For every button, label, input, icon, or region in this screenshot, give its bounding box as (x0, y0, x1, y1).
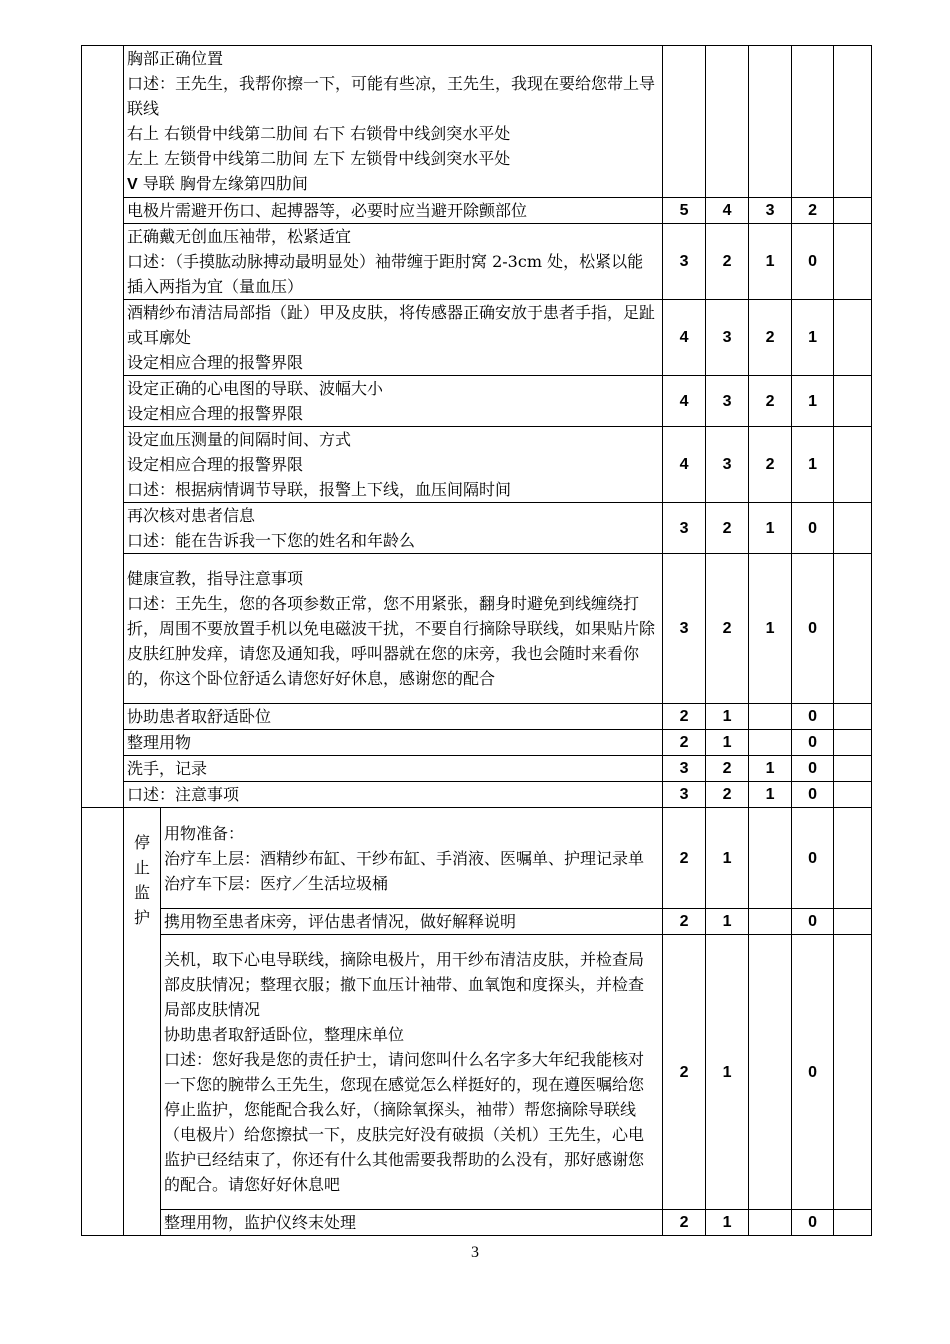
score-d: 1 (792, 427, 834, 503)
score-a: 3 (663, 756, 706, 782)
score-c (749, 808, 792, 909)
item-content: 设定血压测量的间隔时间、方式 设定相应合理的报警界限 口述：根据病情调节导联，报警上下线，血压间隔时间 (124, 427, 663, 503)
score-b: 1 (706, 730, 749, 756)
score-b: 3 (706, 376, 749, 427)
deduction-cell (834, 704, 872, 730)
deduction-cell (834, 730, 872, 756)
deduction-cell (834, 554, 872, 704)
score-d: 0 (792, 224, 834, 300)
score-d: 0 (792, 909, 834, 935)
score-d: 0 (792, 554, 834, 704)
score-a: 3 (663, 224, 706, 300)
deduction-cell (834, 300, 872, 376)
score-a: 2 (663, 704, 706, 730)
score-c: 1 (749, 503, 792, 554)
score-b: 3 (706, 300, 749, 376)
score-d: 0 (792, 730, 834, 756)
table-row (82, 300, 872, 376)
table-row (82, 909, 872, 935)
score-c: 1 (749, 224, 792, 300)
table-row (82, 704, 872, 730)
page-number: 3 (471, 1244, 479, 1261)
score-a: 4 (663, 427, 706, 503)
score-b: 1 (706, 909, 749, 935)
section-label-stop-monitoring: 停 止 监 护 (124, 808, 161, 1236)
item-content: 再次核对患者信息 口述：能在告诉我一下您的姓名和年龄么 (124, 503, 663, 554)
score-d: 0 (792, 1210, 834, 1236)
score-b: 2 (706, 224, 749, 300)
score-d: 0 (792, 808, 834, 909)
score-b: 2 (706, 756, 749, 782)
score-a: 2 (663, 730, 706, 756)
score-a: 3 (663, 782, 706, 808)
score-c (749, 46, 792, 198)
table-row (82, 935, 872, 1210)
item-content: 电极片需避开伤口、起搏器等，必要时应当避开除颤部位 (124, 198, 663, 224)
table-row (82, 1210, 872, 1236)
score-c: 2 (749, 376, 792, 427)
score-c (749, 730, 792, 756)
item-content: 洗手，记录 (124, 756, 663, 782)
score-d: 0 (792, 503, 834, 554)
deduction-cell (834, 782, 872, 808)
table-row (82, 46, 872, 198)
table-row (82, 376, 872, 427)
score-a: 2 (663, 935, 706, 1210)
score-a: 4 (663, 376, 706, 427)
score-c (749, 935, 792, 1210)
item-content: 正确戴无创血压袖带，松紧适宜 口述：（手摸肱动脉搏动最明显处）袖带缠于距肘窝 2-3cm 处，松紧以能插入两指为宜（量血压） (124, 224, 663, 300)
score-c (749, 704, 792, 730)
score-b: 2 (706, 554, 749, 704)
table-row (82, 198, 872, 224)
deduction-cell (834, 224, 872, 300)
score-b: 1 (706, 1210, 749, 1236)
deduction-cell (834, 1210, 872, 1236)
score-d: 1 (792, 376, 834, 427)
score-c: 3 (749, 198, 792, 224)
category-cell (82, 808, 124, 1236)
deduction-cell (834, 198, 872, 224)
table-row (82, 808, 872, 909)
score-b: 2 (706, 503, 749, 554)
score-b (706, 46, 749, 198)
item-content: 酒精纱布清洁局部指（趾）甲及皮肤，将传感器正确安放于患者手指，足趾或耳廓处 设定相应合理的报警界限 (124, 300, 663, 376)
score-d: 1 (792, 300, 834, 376)
score-d: 0 (792, 782, 834, 808)
score-a: 4 (663, 300, 706, 376)
score-c: 1 (749, 554, 792, 704)
item-content: 整理用物，监护仪终末处理 (161, 1210, 663, 1236)
table-row (82, 554, 872, 704)
score-b: 1 (706, 704, 749, 730)
score-b: 1 (706, 808, 749, 909)
category-cell (82, 46, 124, 808)
deduction-cell (834, 756, 872, 782)
deduction-cell (834, 376, 872, 427)
score-b: 3 (706, 427, 749, 503)
item-content: 关机，取下心电导联线，摘除电极片，用干纱布清洁皮肤，并检查局部皮肤情况；整理衣服；撤下血压计袖带、血氧饱和度探头，并检查局部皮肤情况 协助患者取舒适卧位，整理床单位 口述：您好我是您的责任护士，请问您叫什么名字多大年纪我能核对一下您的腕带么王先生，您现在感觉怎么样挺好的，现在遵医嘱给您停止监护，您能配合我么好，（摘除氧探头，袖带）帮您摘除导联线（电极片）给您擦拭一下，皮肤完好没有破损（关机）王先生，心电监护已经结束了，你还有什么其他需要我帮助的么没有，那好感谢您的配合。请您好好休息吧 (161, 935, 663, 1210)
score-a: 3 (663, 503, 706, 554)
scoring-table (81, 45, 872, 1236)
score-d: 2 (792, 198, 834, 224)
table-row (82, 427, 872, 503)
score-c (749, 1210, 792, 1236)
score-c: 1 (749, 782, 792, 808)
score-b: 2 (706, 782, 749, 808)
score-c: 2 (749, 427, 792, 503)
deduction-cell (834, 935, 872, 1210)
score-a: 5 (663, 198, 706, 224)
table-row (82, 782, 872, 808)
score-a: 2 (663, 1210, 706, 1236)
deduction-cell (834, 503, 872, 554)
table-row (82, 224, 872, 300)
score-d (792, 46, 834, 198)
deduction-cell (834, 427, 872, 503)
score-d: 0 (792, 935, 834, 1210)
deduction-cell (834, 808, 872, 909)
score-a: 2 (663, 808, 706, 909)
item-content: 携用物至患者床旁，评估患者情况，做好解释说明 (161, 909, 663, 935)
table-row (82, 503, 872, 554)
score-a (663, 46, 706, 198)
item-content: 整理用物 (124, 730, 663, 756)
deduction-cell (834, 46, 872, 198)
item-content: 胸部正确位置 口述：王先生，我帮你擦一下，可能有些凉，王先生，我现在要给您带上导联线 右上 右锁骨中线第二肋间 右下 右锁骨中线剑突水平处 左上 左锁骨中线第二肋间 左下 左锁骨中线剑突水平处 V 导联 胸骨左缘第四肋间 (124, 46, 663, 198)
deduction-cell (834, 909, 872, 935)
item-content: 用物准备： 治疗车上层：酒精纱布缸、干纱布缸、手消液、医嘱单、护理记录单 治疗车下层：医疗／生活垃圾桶 (161, 808, 663, 909)
score-a: 2 (663, 909, 706, 935)
table-row (82, 756, 872, 782)
item-content: 口述：注意事项 (124, 782, 663, 808)
score-b: 4 (706, 198, 749, 224)
score-a: 3 (663, 554, 706, 704)
table-row (82, 730, 872, 756)
score-c: 1 (749, 756, 792, 782)
score-d: 0 (792, 756, 834, 782)
item-content: 设定正确的心电图的导联、波幅大小 设定相应合理的报警界限 (124, 376, 663, 427)
score-b: 1 (706, 935, 749, 1210)
item-content: 协助患者取舒适卧位 (124, 704, 663, 730)
score-c (749, 909, 792, 935)
score-c: 2 (749, 300, 792, 376)
item-content: 健康宣教，指导注意事项 口述：王先生，您的各项参数正常，您不用紧张，翻身时避免到线缠绕打折，周围不要放置手机以免电磁波干扰，不要自行摘除导联线，如果贴片除皮肤红肿发痒，请您及通知我，呼叫器就在您的床旁，我也会随时来看你的，你这个卧位舒适么请您好好休息，感谢您的配合 (124, 554, 663, 704)
score-d: 0 (792, 704, 834, 730)
